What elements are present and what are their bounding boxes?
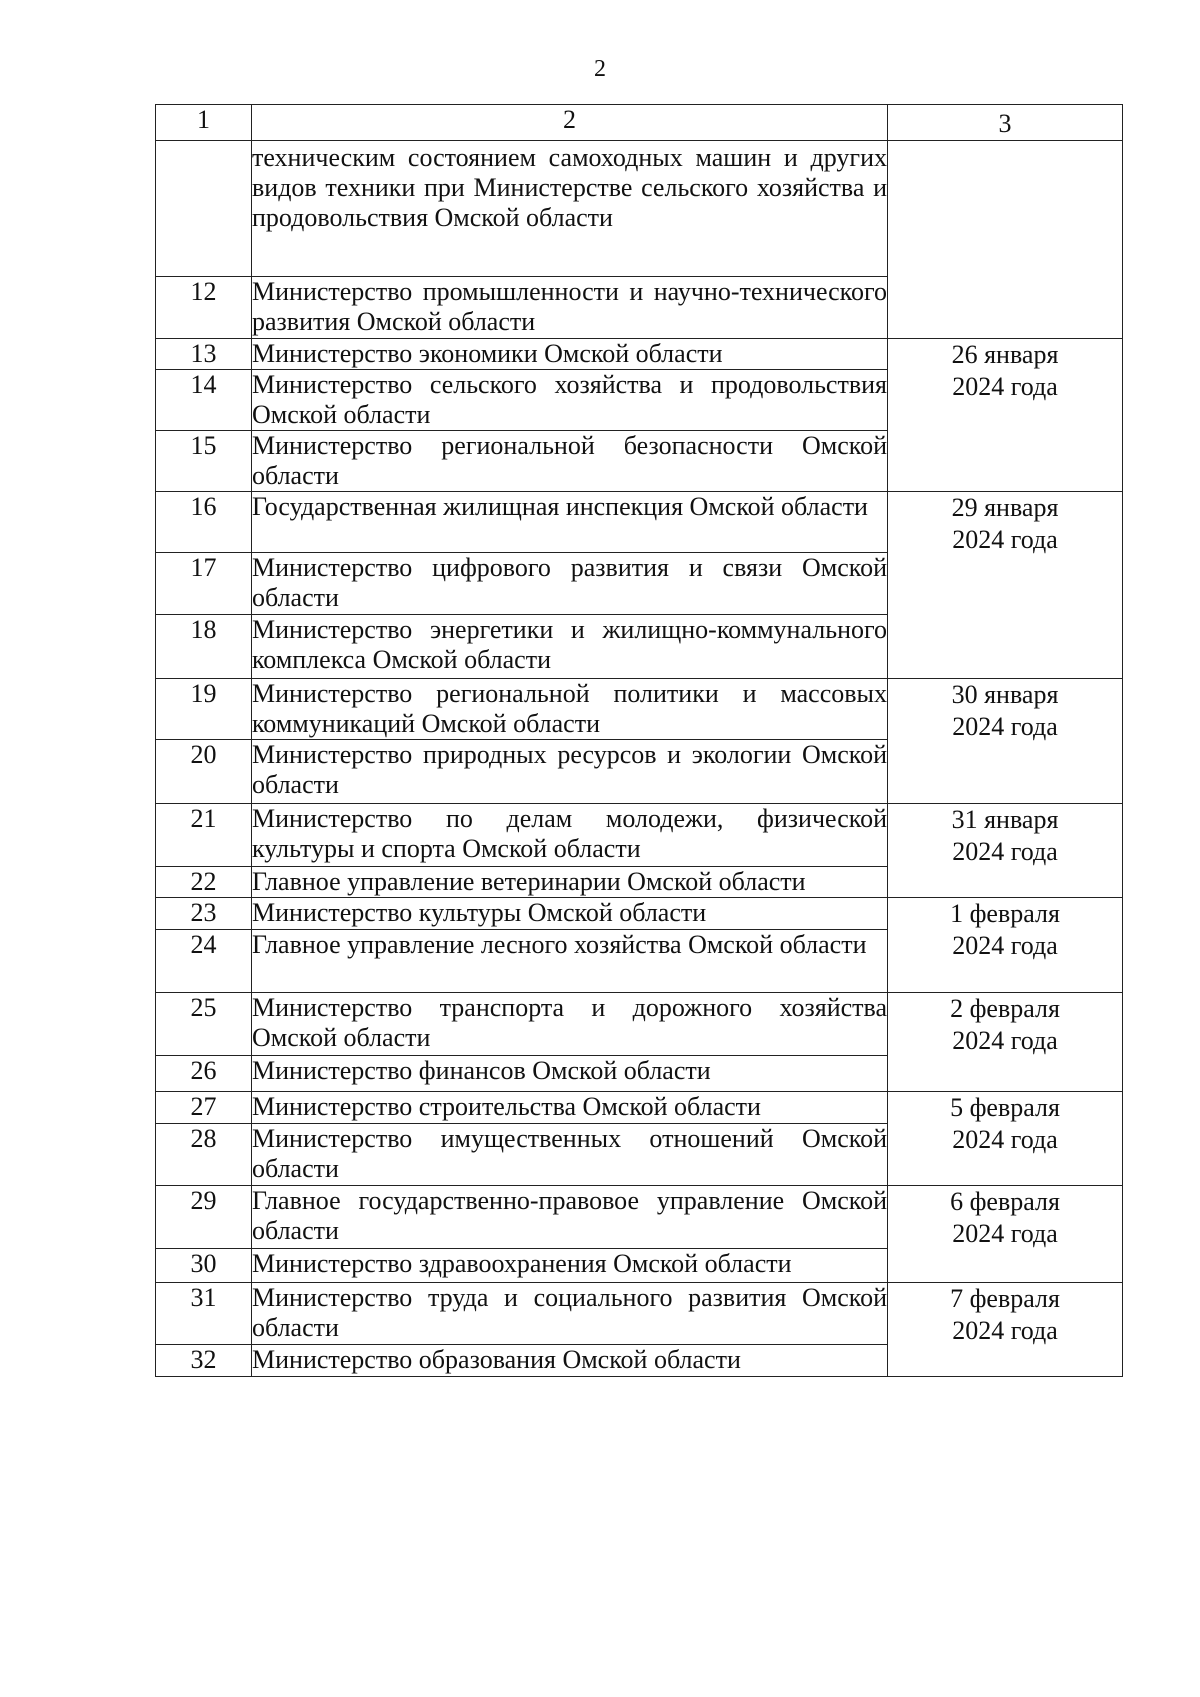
date-year: 2024 года	[952, 712, 1058, 741]
schedule-table	[155, 104, 1123, 1377]
organization-name: Министерство строительства Омской области	[252, 1092, 888, 1124]
date-cell	[888, 492, 1123, 679]
date-year: 2024 года	[952, 525, 1058, 554]
row-number: 22	[156, 867, 252, 898]
row-number: 25	[156, 993, 252, 1056]
organization-name: Министерство здравоохранения Омской области	[252, 1249, 888, 1283]
date-year: 2024 года	[952, 1219, 1058, 1248]
organization-name: Министерство сельского хозяйства и продовольствия Омской области	[252, 370, 887, 429]
header-col-1: 1	[156, 105, 252, 141]
organization-name: Министерство образования Омской области	[252, 1345, 888, 1377]
organization-name: Министерство цифрового развития и связи Омской области	[252, 553, 888, 615]
date-cell	[888, 679, 1123, 804]
date-day: 31 января	[951, 805, 1059, 834]
row-number: 17	[156, 553, 252, 615]
row-number: 31	[156, 1283, 252, 1345]
table-row	[156, 339, 1123, 370]
organization-name: Министерство транспорта и дорожного хозяйства Омской области	[252, 993, 888, 1056]
row-number: 18	[156, 615, 252, 679]
organization-name: Главное управление ветеринарии Омской области	[252, 867, 888, 898]
date-cell	[888, 993, 1123, 1092]
row-number: 12	[156, 277, 252, 339]
organization-name: Министерство по делам молодежи, физической культуры и спорта Омской области	[252, 804, 888, 867]
table-header-row	[156, 105, 1123, 141]
date-cell	[888, 339, 1123, 492]
table-row	[156, 804, 1123, 867]
organization-name: Министерство имущественных отношений Омской области	[252, 1124, 888, 1186]
date-cell	[888, 1283, 1123, 1377]
row-number: 14	[156, 370, 252, 431]
date-year: 2024 года	[952, 1026, 1058, 1055]
row-number: 20	[156, 740, 252, 804]
date-year: 2024 года	[952, 931, 1058, 960]
row-number: 19	[156, 679, 252, 740]
date-cell	[888, 898, 1123, 993]
row-number	[156, 141, 252, 277]
date-day: 2 февраля	[950, 994, 1060, 1023]
organization-name: Министерство промышленности и научно-технического развития Омской области	[252, 277, 888, 339]
date-year: 2024 года	[952, 1316, 1058, 1345]
row-number: 27	[156, 1092, 252, 1124]
table-row	[156, 679, 1123, 740]
organization-name: Министерство региональной безопасности Омской области	[252, 431, 887, 490]
date-day: 5 февраля	[950, 1093, 1060, 1122]
row-number: 29	[156, 1186, 252, 1249]
header-col-3: 3	[888, 105, 1123, 141]
row-number: 23	[156, 898, 252, 930]
date-day: 1 февраля	[950, 899, 1060, 928]
date-day: 30 января	[951, 680, 1059, 709]
organization-name: Главное управление лесного хозяйства Омской области	[252, 930, 888, 993]
date-cell	[888, 1092, 1123, 1186]
continued-name-cell: техническим состоянием самоходных машин и других видов техники при Министерстве сельского хозяйства и продовольствия Омской области	[252, 141, 888, 277]
table-row	[156, 141, 1123, 277]
date-year: 2024 года	[952, 1125, 1058, 1154]
date-cell	[888, 804, 1123, 898]
table-row	[156, 1186, 1123, 1249]
date-day: 6 февраля	[950, 1187, 1060, 1216]
table-row	[156, 898, 1123, 930]
row-number: 15	[156, 431, 252, 492]
table-row	[156, 993, 1123, 1056]
organization-name: Главное государственно-правовое управление Омской области	[252, 1186, 888, 1249]
row-number: 24	[156, 930, 252, 993]
organization-name: Министерство финансов Омской области	[252, 1056, 888, 1092]
organization-name: Министерство региональной политики и массовых коммуникаций Омской области	[252, 679, 887, 738]
table-row	[156, 1283, 1123, 1345]
row-number: 16	[156, 492, 252, 553]
row-number: 32	[156, 1345, 252, 1377]
row-number: 28	[156, 1124, 252, 1186]
row-number: 30	[156, 1249, 252, 1283]
date-year: 2024 года	[952, 837, 1058, 866]
date-day: 7 февраля	[950, 1284, 1060, 1313]
page-number: 2	[594, 56, 606, 82]
row-number: 13	[156, 339, 252, 370]
header-col-2: 2	[252, 105, 888, 141]
table-row	[156, 492, 1123, 553]
date-day: 26 января	[951, 340, 1059, 369]
row-number: 26	[156, 1056, 252, 1092]
organization-name: Министерство экономики Омской области	[252, 339, 888, 370]
date-cell	[888, 1186, 1123, 1283]
organization-name: Министерство природных ресурсов и экологии Омской области	[252, 740, 888, 804]
date-day: 29 января	[951, 493, 1059, 522]
organization-name: Министерство труда и социального развития Омской области	[252, 1283, 888, 1345]
organization-name: Министерство культуры Омской области	[252, 898, 888, 930]
organization-name: Министерство энергетики и жилищно-коммунального комплекса Омской области	[252, 615, 888, 679]
empty-date-cell	[888, 141, 1123, 339]
row-number: 21	[156, 804, 252, 867]
date-year: 2024 года	[952, 372, 1058, 401]
organization-name: Государственная жилищная инспекция Омской области	[252, 492, 888, 553]
table-row	[156, 1092, 1123, 1124]
